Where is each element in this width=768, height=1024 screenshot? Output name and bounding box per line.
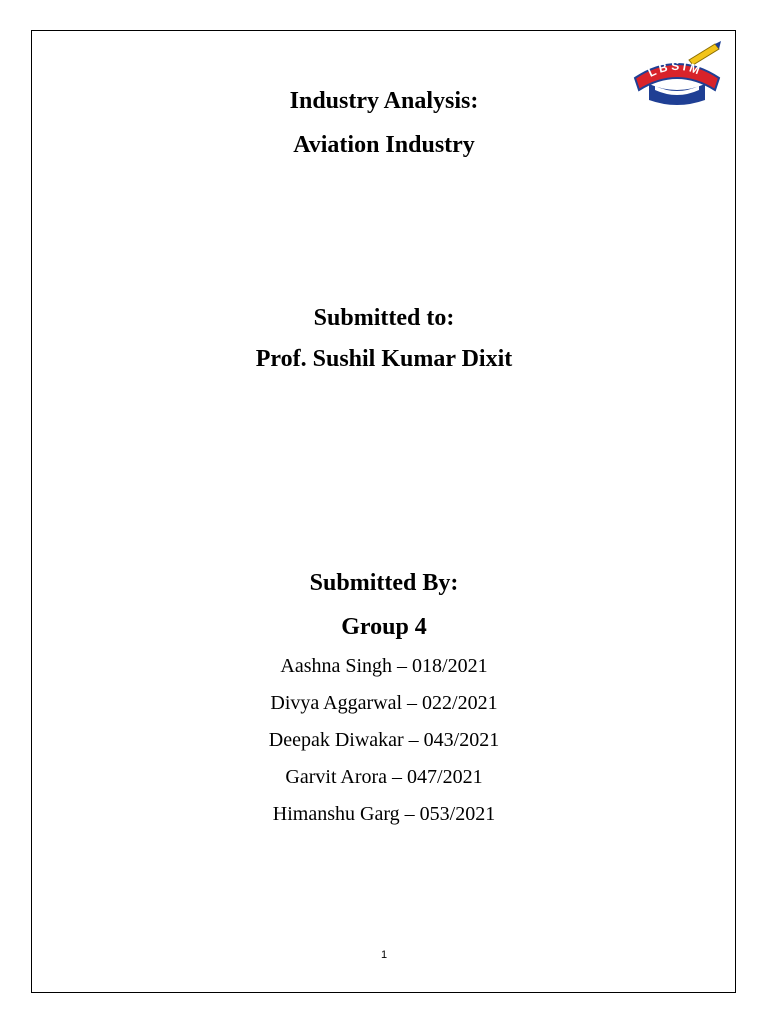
member-item: Aashna Singh – 018/2021: [280, 655, 488, 677]
title-line-2: Aviation Industry: [293, 132, 475, 158]
member-item: Garvit Arora – 047/2021: [285, 766, 483, 788]
member-item: Himanshu Garg – 053/2021: [272, 803, 496, 825]
page-number: 1: [380, 949, 388, 961]
submitted-by-label: Submitted By:: [309, 570, 459, 596]
page-border: [31, 30, 736, 993]
member-item: Deepak Diwakar – 043/2021: [268, 729, 500, 751]
group-name: Group 4: [341, 614, 427, 640]
title-line-1: Industry Analysis:: [289, 88, 479, 114]
submitted-to-label: Submitted to:: [313, 305, 455, 331]
logo-text: LBSIM: [645, 58, 705, 80]
professor-name: Prof. Sushil Kumar Dixit: [255, 346, 513, 372]
member-item: Divya Aggarwal – 022/2021: [270, 692, 498, 714]
